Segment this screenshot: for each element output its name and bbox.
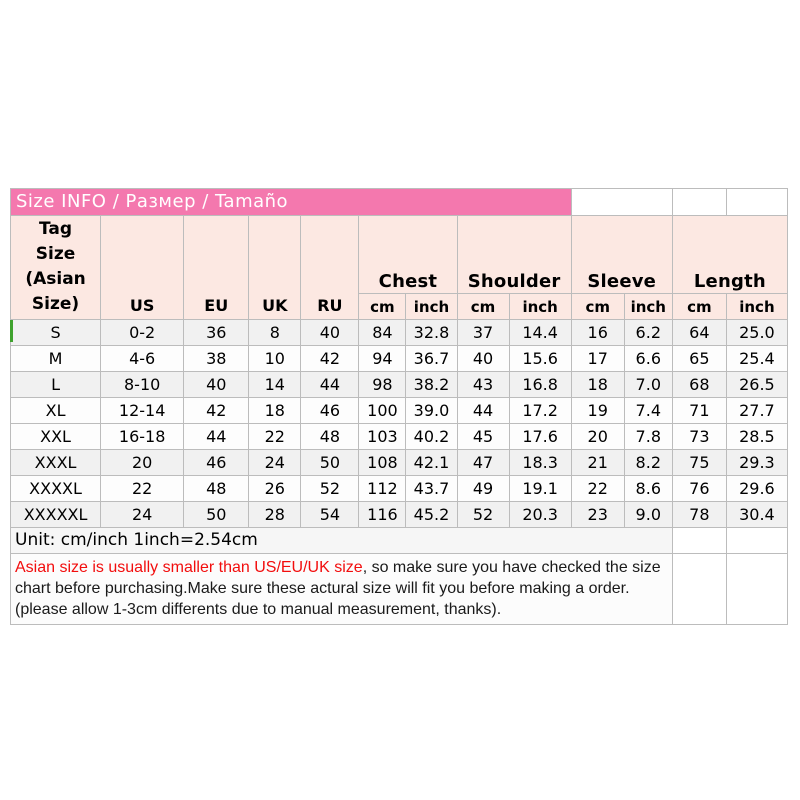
size-value-cell: 38.2 — [406, 372, 457, 398]
size-value-cell: 22 — [249, 424, 301, 450]
size-value-cell: 10 — [249, 346, 301, 372]
subheader-inch: inch — [624, 294, 672, 320]
group-header-sleeve: Sleeve — [571, 216, 672, 294]
size-value-cell: 32.8 — [406, 320, 457, 346]
tag-size-line: (Asian — [25, 269, 86, 289]
unit-text: Unit: cm/inch 1inch=2.54cm — [11, 528, 673, 554]
subheader-cm: cm — [457, 294, 509, 320]
table-row — [11, 372, 788, 398]
table-row — [11, 346, 788, 372]
group-header-chest: Chest — [359, 216, 457, 294]
size-value-cell: 42.1 — [406, 450, 457, 476]
size-value-cell: 38 — [184, 346, 249, 372]
size-value-cell: 8.6 — [624, 476, 672, 502]
empty-cell — [672, 528, 726, 554]
size-value-cell: 112 — [359, 476, 406, 502]
size-value-cell: 44 — [184, 424, 249, 450]
table-row — [11, 476, 788, 502]
size-value-cell: 25.4 — [726, 346, 787, 372]
size-value-cell: 0-2 — [101, 320, 184, 346]
disclaimer-black-text: , so make sure you have checked the size chart before purchasing.Make sure these actural size will fit you before making a order.(please allow 1-3cm differents due to manual measurement, thanks). — [15, 559, 661, 618]
size-value-cell: 76 — [672, 476, 726, 502]
size-value-cell: 20.3 — [509, 502, 571, 528]
size-value-cell: 22 — [101, 476, 184, 502]
size-label-cell: XXXXXL — [11, 502, 101, 528]
subheader-inch: inch — [406, 294, 457, 320]
size-value-cell: 39.0 — [406, 398, 457, 424]
size-value-cell: 7.8 — [624, 424, 672, 450]
tag-size-line: Size — [35, 244, 76, 264]
size-value-cell: 78 — [672, 502, 726, 528]
size-value-cell: 40 — [184, 372, 249, 398]
size-value-cell: 50 — [184, 502, 249, 528]
title-empty-cell — [571, 189, 672, 216]
size-value-cell: 48 — [184, 476, 249, 502]
size-value-cell: 52 — [301, 476, 359, 502]
subheader-inch: inch — [509, 294, 571, 320]
table-row — [11, 450, 788, 476]
size-value-cell: 28 — [249, 502, 301, 528]
group-header-shoulder: Shoulder — [457, 216, 571, 294]
col-header-ru: RU — [301, 216, 359, 320]
size-value-cell: 94 — [359, 346, 406, 372]
size-value-cell: 14.4 — [509, 320, 571, 346]
size-value-cell: 14 — [249, 372, 301, 398]
size-value-cell: 44 — [457, 398, 509, 424]
size-value-cell: 45.2 — [406, 502, 457, 528]
size-value-cell: 65 — [672, 346, 726, 372]
size-value-cell: 48 — [301, 424, 359, 450]
subheader-cm: cm — [359, 294, 406, 320]
size-value-cell: 100 — [359, 398, 406, 424]
tag-size-header — [11, 216, 101, 320]
empty-cell — [726, 554, 787, 625]
size-value-cell: 40 — [301, 320, 359, 346]
size-value-cell: 36.7 — [406, 346, 457, 372]
size-value-cell: 108 — [359, 450, 406, 476]
size-value-cell: 8-10 — [101, 372, 184, 398]
col-header-us: US — [101, 216, 184, 320]
size-value-cell: 43 — [457, 372, 509, 398]
title-row — [11, 189, 788, 216]
size-value-cell: 6.2 — [624, 320, 672, 346]
size-value-cell: 18 — [249, 398, 301, 424]
title-empty-cell — [726, 189, 787, 216]
size-value-cell: 12-14 — [101, 398, 184, 424]
size-value-cell: 21 — [571, 450, 624, 476]
tag-size-line: Size) — [31, 294, 80, 314]
table-row — [11, 320, 788, 346]
size-label-cell: XXXL — [11, 450, 101, 476]
size-value-cell: 16-18 — [101, 424, 184, 450]
size-label-cell: XL — [11, 398, 101, 424]
size-value-cell: 22 — [571, 476, 624, 502]
size-value-cell: 16.8 — [509, 372, 571, 398]
size-value-cell: 19 — [571, 398, 624, 424]
size-info-title: Size INFO / Размер / Tamaño — [11, 189, 572, 216]
size-value-cell: 20 — [101, 450, 184, 476]
size-value-cell: 40 — [457, 346, 509, 372]
size-value-cell: 52 — [457, 502, 509, 528]
size-value-cell: 18.3 — [509, 450, 571, 476]
size-value-cell: 17.2 — [509, 398, 571, 424]
size-value-cell: 7.0 — [624, 372, 672, 398]
size-value-cell: 46 — [184, 450, 249, 476]
size-value-cell: 54 — [301, 502, 359, 528]
size-chart-table — [10, 188, 788, 625]
size-value-cell: 36 — [184, 320, 249, 346]
empty-cell — [672, 554, 726, 625]
size-value-cell: 44 — [301, 372, 359, 398]
size-value-cell: 64 — [672, 320, 726, 346]
table-row — [11, 502, 788, 528]
title-empty-cell — [672, 189, 726, 216]
size-value-cell: 42 — [301, 346, 359, 372]
size-label-cell: L — [11, 372, 101, 398]
col-header-eu: EU — [184, 216, 249, 320]
size-value-cell: 7.4 — [624, 398, 672, 424]
size-value-cell: 42 — [184, 398, 249, 424]
size-value-cell: 20 — [571, 424, 624, 450]
size-value-cell: 15.6 — [509, 346, 571, 372]
size-value-cell: 30.4 — [726, 502, 787, 528]
table-row — [11, 398, 788, 424]
size-value-cell: 46 — [301, 398, 359, 424]
size-value-cell: 75 — [672, 450, 726, 476]
size-value-cell: 71 — [672, 398, 726, 424]
tag-size-line: Tag — [39, 219, 73, 239]
size-value-cell: 43.7 — [406, 476, 457, 502]
subheader-cm: cm — [571, 294, 624, 320]
size-value-cell: 25.0 — [726, 320, 787, 346]
size-table-body — [11, 320, 788, 528]
col-header-uk: UK — [249, 216, 301, 320]
size-label-cell: XXL — [11, 424, 101, 450]
size-value-cell: 26.5 — [726, 372, 787, 398]
size-value-cell: 6.6 — [624, 346, 672, 372]
size-chart — [10, 188, 788, 625]
size-value-cell: 17 — [571, 346, 624, 372]
size-value-cell: 23 — [571, 502, 624, 528]
size-value-cell: 8.2 — [624, 450, 672, 476]
size-value-cell: 4-6 — [101, 346, 184, 372]
size-value-cell: 98 — [359, 372, 406, 398]
header-group-row — [11, 216, 788, 294]
empty-cell — [726, 528, 787, 554]
size-value-cell: 116 — [359, 502, 406, 528]
size-value-cell: 50 — [301, 450, 359, 476]
size-label-cell: S — [11, 320, 101, 346]
subheader-inch: inch — [726, 294, 787, 320]
disclaimer-text — [11, 554, 673, 625]
size-value-cell: 49 — [457, 476, 509, 502]
size-value-cell: 73 — [672, 424, 726, 450]
size-value-cell: 103 — [359, 424, 406, 450]
size-value-cell: 17.6 — [509, 424, 571, 450]
subheader-cm: cm — [672, 294, 726, 320]
table-row — [11, 424, 788, 450]
size-value-cell: 24 — [249, 450, 301, 476]
size-value-cell: 18 — [571, 372, 624, 398]
size-value-cell: 68 — [672, 372, 726, 398]
disclaimer-red-text: Asian size is usually smaller than US/EU/UK size — [15, 559, 363, 576]
size-value-cell: 24 — [101, 502, 184, 528]
size-label-cell: XXXXL — [11, 476, 101, 502]
size-value-cell: 19.1 — [509, 476, 571, 502]
group-header-length: Length — [672, 216, 787, 294]
size-value-cell: 28.5 — [726, 424, 787, 450]
size-label-cell: M — [11, 346, 101, 372]
size-value-cell: 40.2 — [406, 424, 457, 450]
size-value-cell: 26 — [249, 476, 301, 502]
unit-row — [11, 528, 788, 554]
size-value-cell: 45 — [457, 424, 509, 450]
size-value-cell: 29.3 — [726, 450, 787, 476]
size-value-cell: 37 — [457, 320, 509, 346]
green-artifact-mark — [10, 320, 13, 342]
size-value-cell: 8 — [249, 320, 301, 346]
size-value-cell: 9.0 — [624, 502, 672, 528]
size-value-cell: 16 — [571, 320, 624, 346]
size-value-cell: 29.6 — [726, 476, 787, 502]
size-value-cell: 84 — [359, 320, 406, 346]
size-value-cell: 47 — [457, 450, 509, 476]
disclaimer-row — [11, 554, 788, 625]
size-value-cell: 27.7 — [726, 398, 787, 424]
